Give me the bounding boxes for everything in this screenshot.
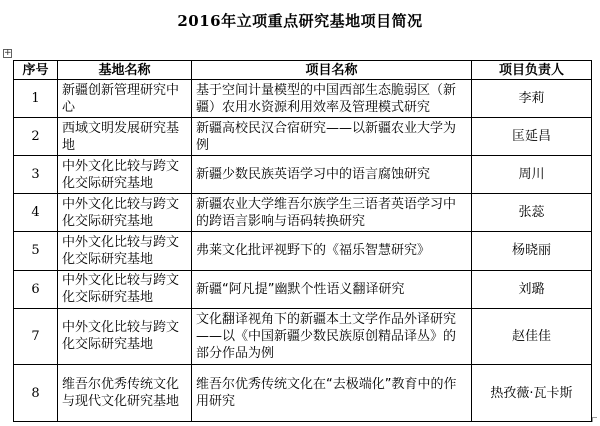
base-name-cell: 维吾尔优秀传统文化与现代文化研究基地 xyxy=(58,365,192,422)
table-row xyxy=(14,156,592,194)
table-row xyxy=(14,270,592,308)
row-number: 1 xyxy=(14,80,58,118)
project-name-cell: 文化翻译视角下的新疆本土文学作品外译研究——以《中国新疆少数民族原创精品译丛》的部分作品为例 xyxy=(192,308,472,365)
row-number: 8 xyxy=(14,365,58,422)
project-owner-cell: 张蕊 xyxy=(472,194,592,232)
table-row xyxy=(14,232,592,270)
row-number: 6 xyxy=(14,270,58,308)
document-title: 2016年立项重点研究基地项目简况 xyxy=(177,12,423,30)
project-name-cell: 新疆高校民汉合宿研究——以新疆农业大学为例 xyxy=(192,118,472,156)
table-row xyxy=(14,365,592,422)
project-owner-cell: 刘璐 xyxy=(472,270,592,308)
project-name-cell: 新疆少数民族英语学习中的语言腐蚀研究 xyxy=(192,156,472,194)
project-owner-cell: 匡延昌 xyxy=(472,118,592,156)
projects-table xyxy=(13,60,592,422)
column-header-name: 项目名称 xyxy=(192,61,472,80)
base-name-cell: 中外文化比较与跨文化交际研究基地 xyxy=(58,308,192,365)
table-row xyxy=(14,308,592,365)
project-name-cell: 基于空间计量模型的中国西部生态脆弱区（新疆）农用水资源利用效率及管理模式研究 xyxy=(192,80,472,118)
row-number: 2 xyxy=(14,118,58,156)
project-name-cell: 新疆农业大学维吾尔族学生三语者英语学习中的跨语言影响与语码转换研究 xyxy=(192,194,472,232)
column-header-no: 序号 xyxy=(14,61,58,80)
base-name-cell: 中外文化比较与跨文化交际研究基地 xyxy=(58,270,192,308)
row-number: 7 xyxy=(14,308,58,365)
table-row xyxy=(14,118,592,156)
column-header-owner: 项目负责人 xyxy=(472,61,592,80)
project-owner-cell: 周川 xyxy=(472,156,592,194)
project-name-cell: 弗莱文化批评视野下的《福乐智慧研究》 xyxy=(192,232,472,270)
project-name-cell: 新疆“阿凡提”幽默个性语义翻译研究 xyxy=(192,270,472,308)
page-corner-marker xyxy=(592,417,597,422)
base-name-cell: 新疆创新管理研究中心 xyxy=(58,80,192,118)
row-number: 5 xyxy=(14,232,58,270)
project-name-cell: 维吾尔优秀传统文化在“去极端化”教育中的作用研究 xyxy=(192,365,472,422)
table-row xyxy=(14,194,592,232)
table-header-row xyxy=(14,61,592,80)
project-owner-cell: 杨晓丽 xyxy=(472,232,592,270)
project-owner-cell: 赵佳佳 xyxy=(472,308,592,365)
row-number: 3 xyxy=(14,156,58,194)
base-name-cell: 中外文化比较与跨文化交际研究基地 xyxy=(58,194,192,232)
base-name-cell: 中外文化比较与跨文化交际研究基地 xyxy=(58,156,192,194)
base-name-cell: 西域文明发展研究基地 xyxy=(58,118,192,156)
column-header-base: 基地名称 xyxy=(58,61,192,80)
move-handle-icon[interactable]: + xyxy=(4,48,12,58)
table-row xyxy=(14,80,592,118)
project-owner-cell: 热孜薇·瓦卡斯 xyxy=(472,365,592,422)
project-owner-cell: 李莉 xyxy=(472,80,592,118)
row-number: 4 xyxy=(14,194,58,232)
base-name-cell: 中外文化比较与跨文化交际研究基地 xyxy=(58,232,192,270)
